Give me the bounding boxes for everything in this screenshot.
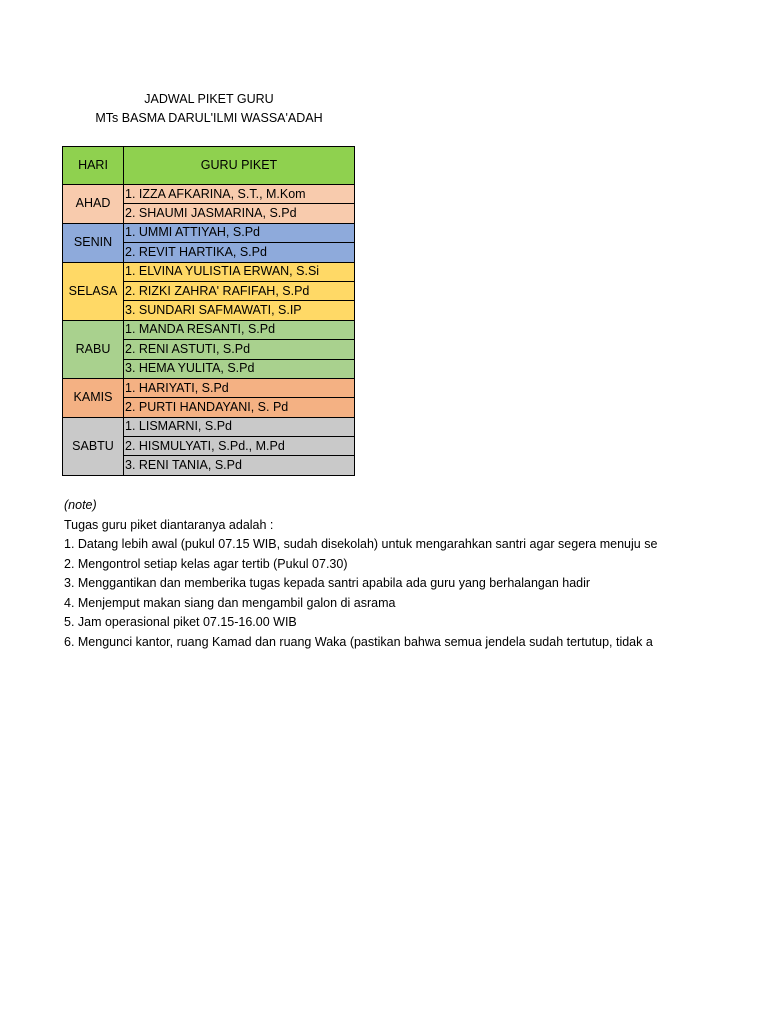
- note-item: 5. Jam operasional piket 07.15-16.00 WIB: [64, 615, 297, 629]
- note-tag: (note): [64, 498, 97, 512]
- teacher-cell: 3. RENI TANIA, S.Pd: [124, 456, 355, 475]
- page-title: JADWAL PIKET GURU: [144, 92, 274, 106]
- day-cell-sabtu: SABTU: [63, 417, 124, 475]
- page-subtitle: MTs BASMA DARUL'ILMI WASSA'ADAH: [95, 111, 323, 125]
- note-item: 4. Menjemput makan siang dan mengambil galon di asrama: [64, 595, 396, 610]
- table-row: [63, 185, 355, 204]
- teacher-cell: 1. UMMI ATTIYAH, S.Pd: [124, 223, 355, 242]
- day-cell-selasa: SELASA: [63, 262, 124, 320]
- table-row: [63, 223, 355, 242]
- day-cell-rabu: RABU: [63, 320, 124, 378]
- day-cell-kamis: KAMIS: [63, 378, 124, 417]
- note-item: 3. Menggantikan dan memberika tugas kepada santri apabila ada guru yang berhalangan hadir: [64, 576, 591, 590]
- day-cell-ahad: AHAD: [63, 185, 124, 224]
- day-cell-senin: SENIN: [63, 223, 124, 262]
- table-row: [63, 417, 355, 436]
- table-header-row: [63, 147, 355, 185]
- teacher-cell: 1. ELVINA YULISTIA ERWAN, S.Si: [124, 262, 355, 281]
- table-row: [63, 378, 355, 397]
- note-item: 1. Datang lebih awal (pukul 07.15 WIB, sudah disekolah) untuk mengarahkan santri agar segera menuju se: [64, 537, 658, 551]
- header-guru: GURU PIKET: [124, 147, 355, 185]
- notes-intro: Tugas guru piket diantaranya adalah :: [64, 517, 274, 532]
- teacher-cell: 2. RENI ASTUTI, S.Pd: [124, 340, 355, 359]
- note-item: 6. Mengunci kantor, ruang Kamad dan ruang Waka (pastikan bahwa semua jendela sudah tertutup, tidak a: [64, 634, 653, 649]
- teacher-cell: 3. SUNDARI SAFMAWATI, S.IP: [124, 301, 355, 320]
- teacher-cell: 1. MANDA RESANTI, S.Pd: [124, 320, 355, 339]
- teacher-cell: 2. SHAUMI JASMARINA, S.Pd: [124, 204, 355, 223]
- table-row: [63, 262, 355, 281]
- notes-section: [64, 496, 658, 652]
- teacher-cell: 2. RIZKI ZAHRA' RAFIFAH, S.Pd: [124, 281, 355, 300]
- teacher-cell: 2. PURTI HANDAYANI, S. Pd: [124, 398, 355, 417]
- notes-list: [64, 535, 658, 652]
- teacher-cell: 1. LISMARNI, S.Pd: [124, 417, 355, 436]
- teacher-cell: 2. HISMULYATI, S.Pd., M.Pd: [124, 437, 355, 456]
- schedule-table: [62, 146, 355, 476]
- teacher-cell: 1. IZZA AFKARINA, S.T., M.Kom: [124, 185, 355, 204]
- schedule-body: [63, 147, 355, 476]
- teacher-cell: 2. REVIT HARTIKA, S.Pd: [124, 243, 355, 262]
- header-day: HARI: [63, 147, 124, 185]
- table-row: [63, 320, 355, 339]
- teacher-cell: 3. HEMA YULITA, S.Pd: [124, 359, 355, 378]
- note-item: 2. Mengontrol setiap kelas agar tertib (Pukul 07.30): [64, 556, 348, 571]
- teacher-cell: 1. HARIYATI, S.Pd: [124, 378, 355, 397]
